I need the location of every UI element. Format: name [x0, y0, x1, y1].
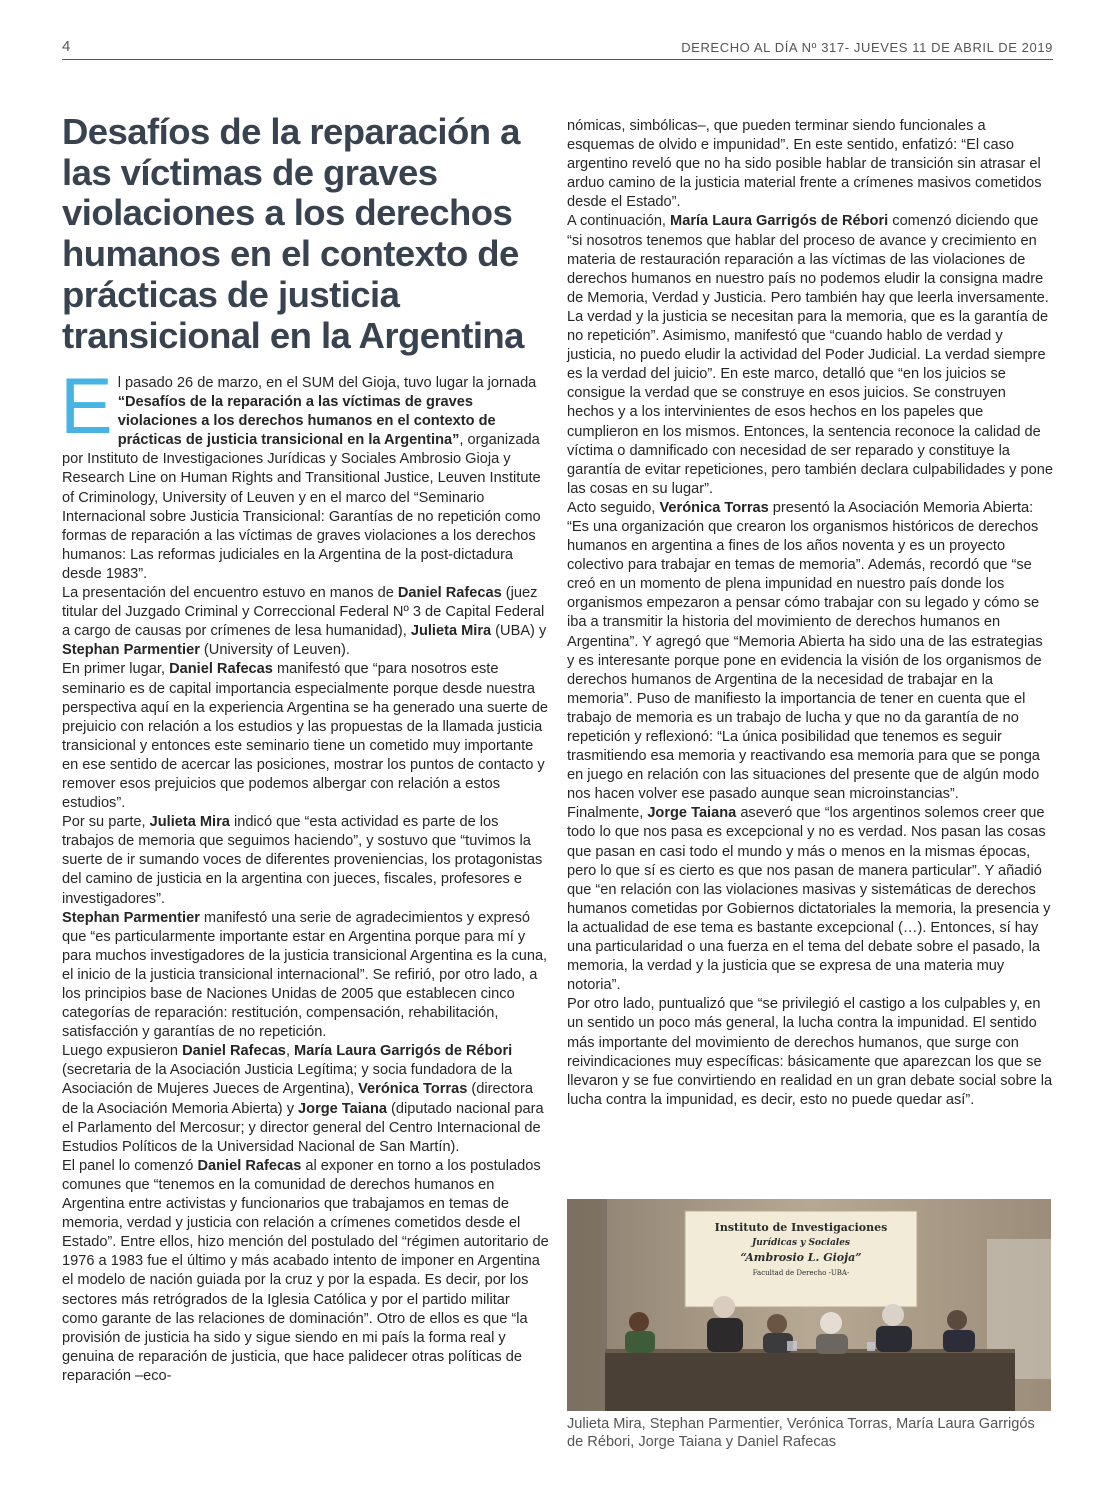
article-paragraph: [567, 995, 1054, 1110]
bold-name: Daniel Rafecas: [197, 1157, 302, 1174]
panel-photo-illustration: [567, 1199, 1051, 1411]
paragraph-text: (juez titular del Juzgado Criminal y Correccional Federal Nº 3 de Capital Federal a cargo de causas por crímenes de lesa humanidad),: [62, 585, 545, 640]
bold-name: “Desafíos de la reparación a las víctimas de graves violaciones a los derechos humanos en el contexto de prácticas de justicia transicional en la Argentina”: [117, 394, 496, 449]
paragraph-text: (diputado nacional para el Parlamento del Mercosur; y director general del Centro Internacional de Estudios Políticos de la Universidad Nacional de San Martín).: [62, 1100, 544, 1155]
paragraph-text: Por otro lado, puntualizó que “se privilegió el castigo a los culpables y, en un sentido un poco más general, la lucha contra la impunidad. El sentido más importante del movimiento de derechos humanos, que surge con reivindicaciones muy específicas: básicamente que aparezcan los que se llevaron y se fue convirtiendo en realidad en un gran debate social sobre la lucha contra la impunidad, es decir, esto no puede quedar así”.: [567, 996, 1053, 1108]
paragraph-text: ,: [285, 1043, 295, 1060]
paragraph-text: En primer lugar,: [62, 661, 170, 678]
article-paragraph: [62, 909, 549, 1043]
bold-name: Stephan Parmentier: [62, 909, 200, 926]
page-number: 4: [62, 38, 71, 55]
bold-name: Daniel Rafecas: [169, 661, 273, 678]
bold-name: Jorge Taiana: [298, 1100, 387, 1117]
bold-name: Julieta Mira: [149, 814, 230, 831]
event-photo: [567, 1199, 1051, 1411]
paragraph-text: Acto seguido,: [567, 499, 660, 516]
bold-name: Daniel Rafecas: [182, 1043, 286, 1060]
bold-name: María Laura Garrigós de Rébori: [294, 1043, 513, 1060]
paragraph-text: Luego expusieron: [62, 1043, 183, 1060]
article-paragraph: [62, 1157, 549, 1386]
article-paragraph: [567, 499, 1054, 805]
banner-line: Facultad de Derecho -UBA-: [752, 1269, 850, 1277]
article-paragraph: [567, 212, 1054, 498]
paragraph-text: presentó la Asociación Memoria Abierta: “Es una organización que crearon los organismos históricos de derechos humanos en argentina a fines de los años noventa y es un proyecto colectivo para trabajar en temas de memoria”. Además, recordó que “se creó en un momento de plena impunidad en nuestro país donde los organismos empezaron a pensar cómo trabajar con su legado y cómo se iba a transmitir la historia del movimiento de derechos humanos en Argentina”. Y agregó que “Memoria Abierta ha sido una de las estrategias y es interesante porque pone en evidencia la visión de los organismos de derechos humanos de Argentina de la necesidad de trabajar en la memoria”. Puso de manifiesto la importancia de tener en cuenta que el trabajo de memoria es un trabajo de lucha y que no da garantía de no repetición y reflexionó: “La única posibilidad que tenemos es seguir trasmitiendo esa memoria y reactivando esa memoria para que se ponga en juego en relación con las situaciones del presente que de algún modo nos hacen volver ese pasado aunque sean microinstancias”.: [567, 499, 1043, 803]
bold-name: Daniel Rafecas: [397, 585, 502, 602]
panel-table: [605, 1349, 1015, 1411]
drop-cap: E: [60, 361, 113, 450]
bold-name: Julieta Mira: [410, 623, 492, 640]
article-paragraph: [60, 361, 549, 584]
left-column: [60, 361, 549, 1386]
article-paragraph: [62, 813, 549, 908]
bold-name: Verónica Torras: [659, 499, 769, 516]
bold-name: Stephan Parmentier: [62, 642, 200, 659]
article-paragraph: [62, 584, 549, 660]
paragraph-text: indicó que “esta actividad es parte de los trabajos de memoria que seguimos haciendo”, y sostuvo que “tuvimos la suerte de ir sumando voces de diferentes proveniencias, los protagonistas del camino de justicia en la argentina con jueces, fiscales, profesores e investigadores”.: [62, 814, 543, 907]
bold-name: Jorge Taiana: [647, 805, 737, 822]
paragraph-text: (UBA) y: [491, 623, 547, 640]
article-paragraph: [62, 1042, 549, 1157]
header-rule: [62, 59, 1053, 60]
paragraph-text: Finalmente,: [567, 805, 648, 822]
article-paragraph: [567, 804, 1054, 995]
article-title: Desafíos de la reparación a las víctimas de graves violaciones a los derechos humanos en el contexto de prácticas de justicia transicional en la Argentina: [62, 111, 524, 356]
paragraph-text: manifestó una serie de agradecimientos y expresó que “es particularmente importante estar en Argentina porque para mí y para muchos investigadores de la justicia transicional Argentina es la cuna, el inicio de la justicia transicional internacional”. Se refirió, por otro lado, a los principios base de Naciones Unidas de 2005 que establecen cinco categorías de reparación: restitución, compensación, rehabilitación, satisfacción y garantías de no repetición.: [62, 909, 548, 1041]
paragraph-text: comenzó diciendo que “si nosotros tenemos que hablar del proceso de avance y crecimiento en materia de restauración reparación a las víctimas de las violaciones de derechos humanos en nuestro país no podemos eludir la consigna madre de Memoria, Verdad y Justicia. Pero también hay que leerla inversamente. La verdad y la justicia se necesitan para la memoria, que es la garantía de no repetición”. Asimismo, manifestó que “cuando hablo de verdad y justicia, no puedo eludir la actividad del Poder Judicial. La verdad siempre es la verdad del juicio”. En este marco, detalló que “en los juicios se consigue la verdad que se construye en esos juicios. Se construyen hechos y a los intervinientes de esos hechos en los papeles que cumplieron en los mismos. Entonces, la sentencia reconoce la calidad de víctima o damnificado con necesidad de ser reparado y constituye la garantía de evitar repeticiones, pero también declara culpabilidades y pone las cosas en su lugar”.: [567, 213, 1053, 497]
paragraph-text: (directora de la Asociación Memoria Abierta) y: [62, 1081, 534, 1117]
running-head: DERECHO AL DÍA Nº 317- JUEVES 11 DE ABRIL DE 2019: [681, 40, 1053, 55]
paragraph-text: La presentación del encuentro estuvo en manos de: [62, 585, 398, 602]
paragraph-text: , organizada por Instituto de Investigaciones Jurídicas y Sociales Ambrosio Gioja y Research Line on Human Rights and Transitional Justice, Leuven Institute of Criminology, University of Leuven y en el marco del “Seminario Internacional sobre Justicia Transicional: Garantías de no repetición como formas de reparación a las víctimas de graves violaciones a los derechos humanos: Las reformas judiciales en la Argentina de la post-dictadura desde 1983”.: [62, 432, 541, 582]
article-paragraph: [62, 660, 549, 813]
paragraph-text: nómicas, simbólicas–, que pueden terminar siendo funcionales a esquemas de olvido e impunidad”. En este sentido, enfatizó: “El caso argentino reveló que no ha sido posible hablar de transición sin atrasar el arduo camino de la justicia material frente a crímenes masivos cometidos desde el Estado”.: [567, 118, 1042, 211]
article-paragraph: [567, 117, 1054, 212]
paragraph-text: A continuación,: [567, 213, 671, 230]
right-column: [567, 117, 1054, 1110]
paragraph-text: aseveró que “los argentinos solemos creer que todo lo que nos pasa es excepcional y no es verdad. Nos pasan las cosas que pasan en casi todo el mundo y más o menos en la mismas épocas, pero lo que sí es cierto es que nos pasan de manera particular”. Y añadió que “en relación con las violaciones masivas y sistemáticas de derechos humanos cometidas por Gobiernos dictatoriales la memoria, la presencia y la actualidad de ese tema es bastante excepcional (…). Entonces, sí hay una particularidad o una fuerza en el tema del debate sobre el pasado, la memoria, la verdad y la justicia que se expresa de una materia muy notoria”.: [567, 805, 1051, 994]
paragraph-text: manifestó que “para nosotros este seminario es de capital importancia especialmente porque desde nuestra perspectiva aquí en la experiencia Argentina se ha generado una suerte de prejuicio con relación a los estudios y las propuestas de la llamada justicia transicional y entonces este seminario tiene un cometido muy importante en ese sentido de acercar las posiciones, mostrar los puntos de contacto y remover esos prejuicios que podemos albergar con relación a estos estudios”.: [62, 661, 548, 812]
bold-name: Verónica Torras: [358, 1081, 468, 1098]
paragraph-text: El panel lo comenzó: [62, 1157, 198, 1174]
banner-line: “Ambrosio L. Gioja”: [740, 1251, 862, 1264]
paragraph-text: al exponer en torno a los postulados comunes que “tenemos en la comunidad de derechos humanos en Argentina entre activistas y funcionarios que trabajamos en temas de memoria, verdad y justicia con relación a crímenes cometidos desde el Estado”. Entre ellos, hizo mención del postulado del “régimen autoritario de 1976 a 1983 fue el último y más acabado intento de imponer en Argentina el modelo de nación guiada por la cruz y por la espada. Es decir, por los sectores más retrógrados de la Iglesia Católica y por el partido militar como garante de las relaciones de dominación”. Otro de ellos es que “la provisión de justicia ha sido y sigue siendo en mi país la forma real y genuina de reparación de justicia, que hace palidecer otras políticas de reparación –eco-: [62, 1157, 549, 1384]
paragraph-text: (secretaria de la Asociación Justicia Legítima; y socia fundadora de la Asociación de Mujeres Jueces de Argentina),: [62, 1062, 513, 1098]
paragraph-text: l pasado 26 de marzo, en el SUM del Gioja, tuvo lugar la jornada: [117, 375, 537, 391]
bold-name: María Laura Garrigós de Rébori: [670, 213, 889, 230]
paragraph-text: (University of Leuven).: [199, 642, 350, 659]
paragraph-text: Por su parte,: [62, 814, 150, 831]
banner-line: Instituto de Investigaciones: [714, 1221, 888, 1234]
photo-caption: Julieta Mira, Stephan Parmentier, Verónica Torras, María Laura Garrigós de Rébori, Jorge Taiana y Daniel Rafecas: [567, 1416, 1035, 1450]
banner-line: Jurídicas y Sociales: [752, 1238, 850, 1248]
